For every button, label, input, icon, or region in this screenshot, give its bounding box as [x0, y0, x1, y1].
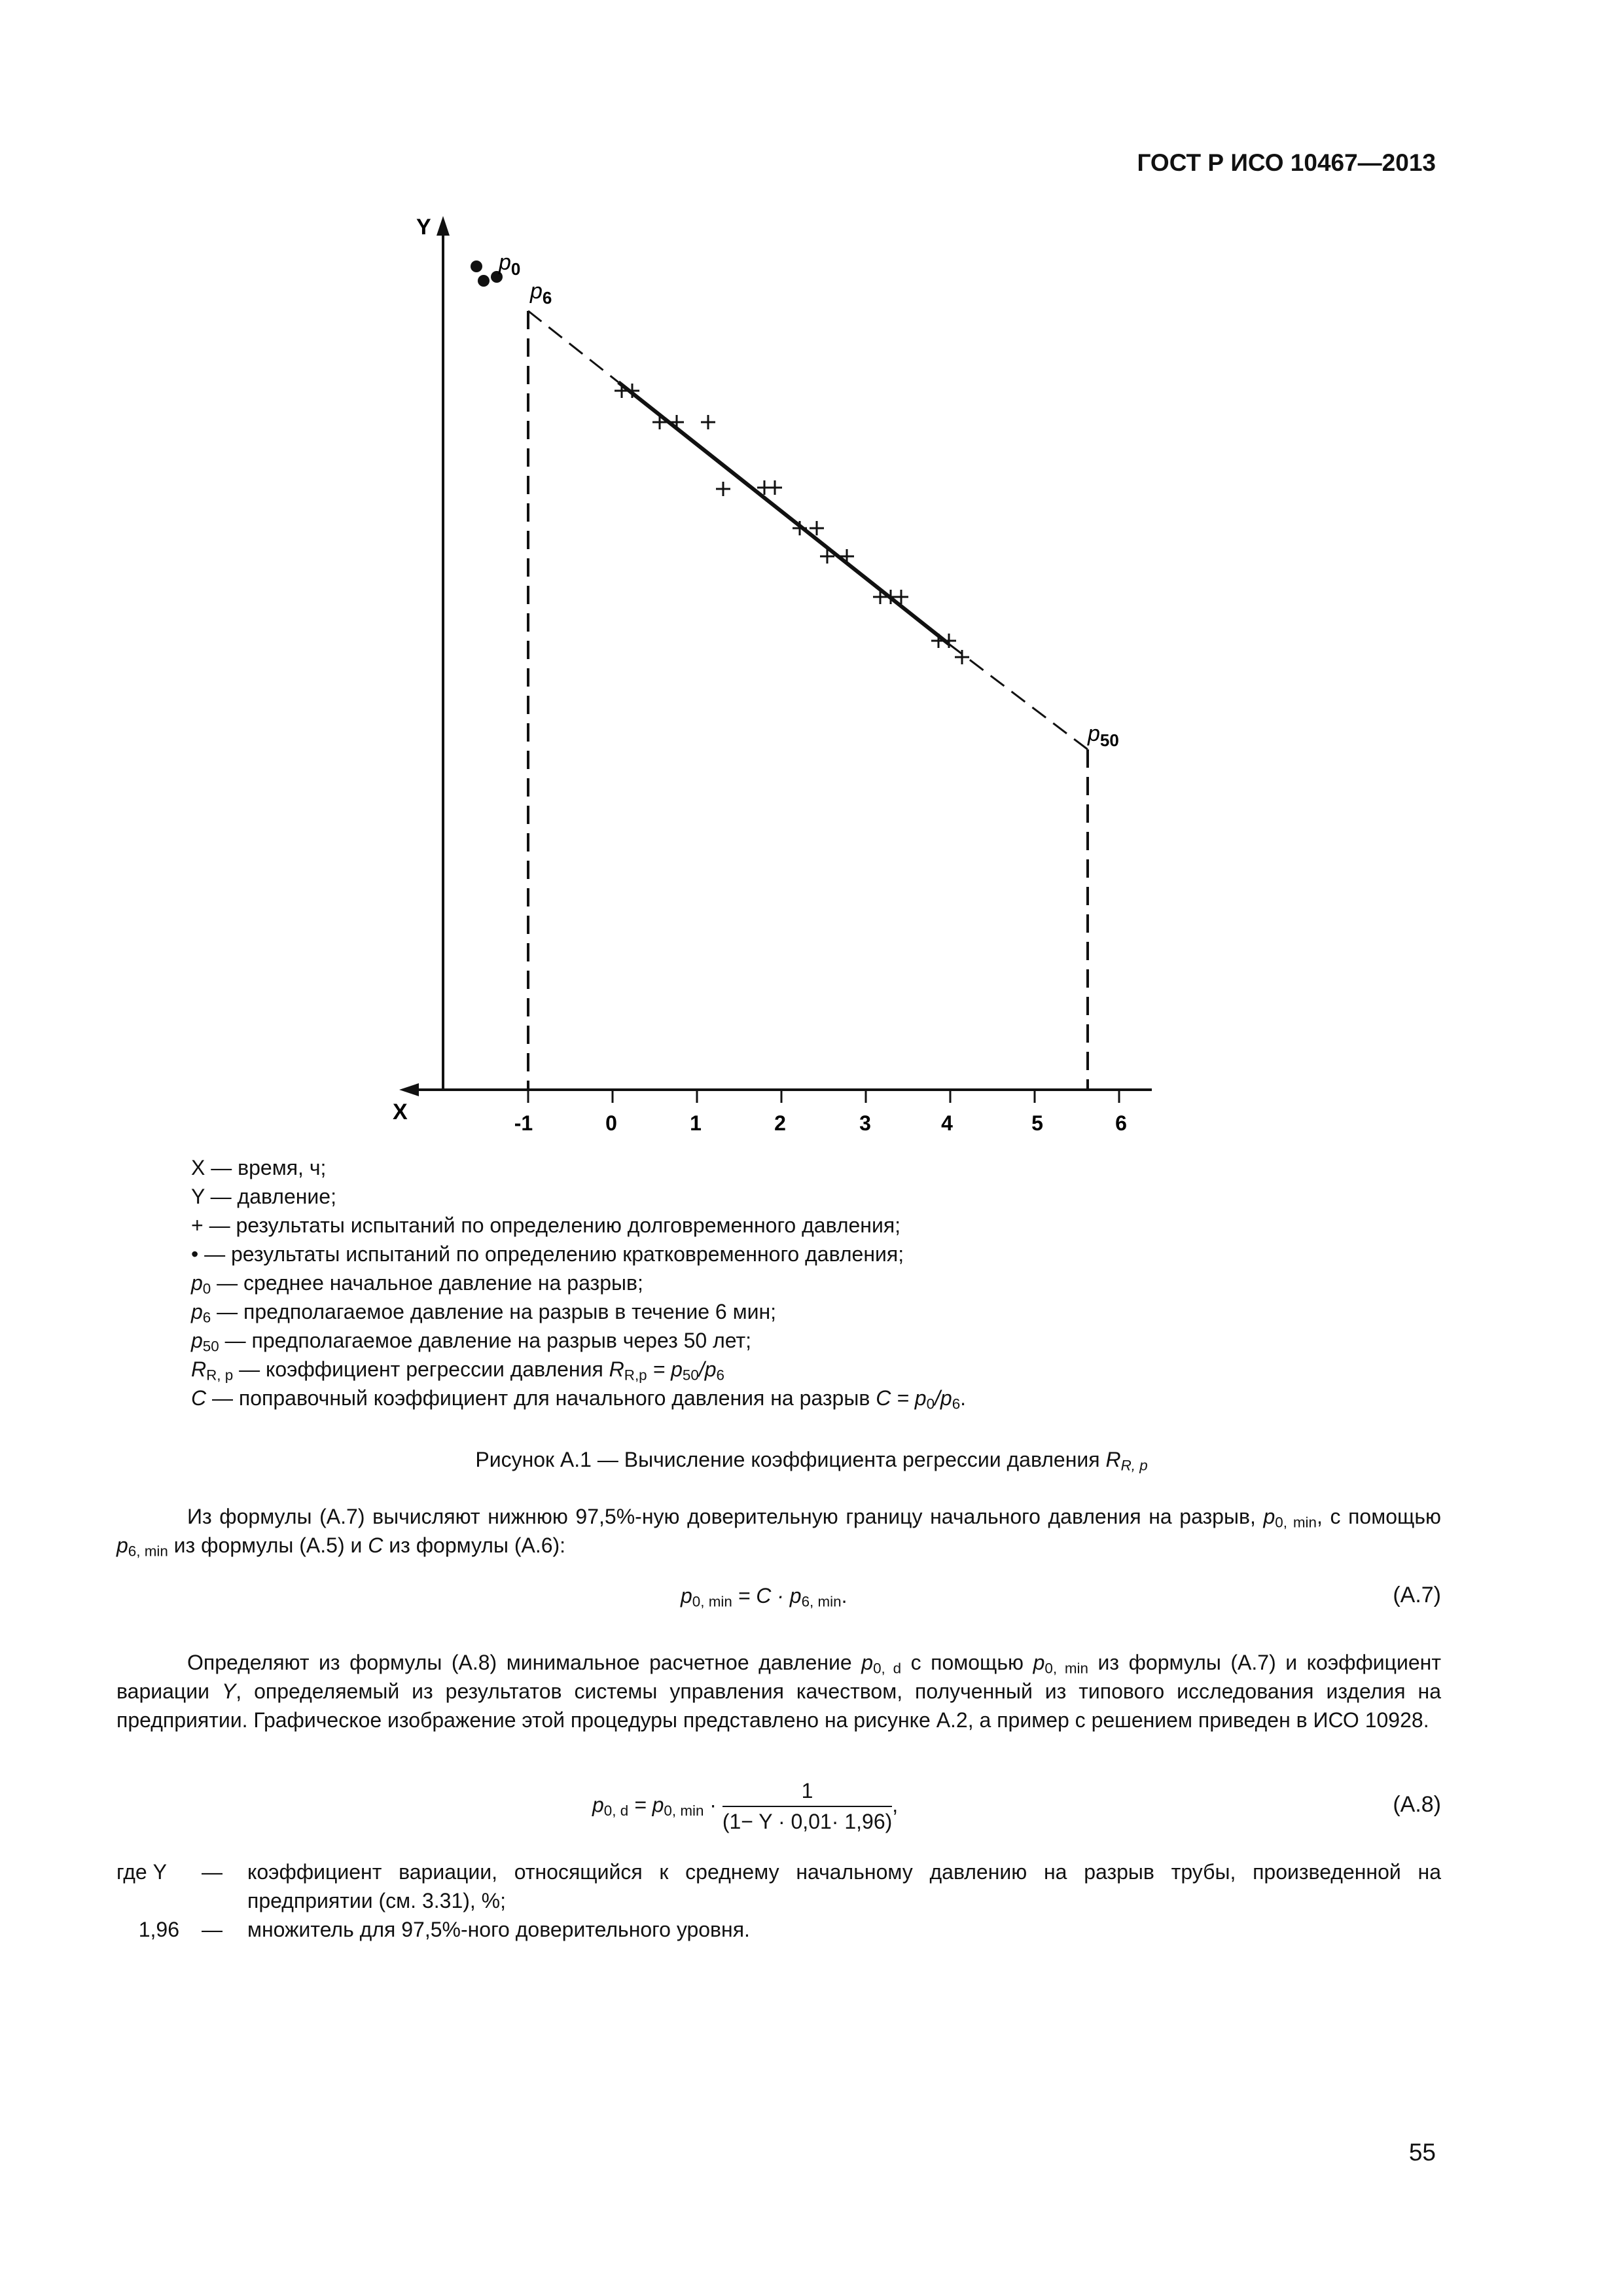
long-term-point [701, 415, 715, 429]
label-p50: $p_{50}$ [1088, 721, 1119, 750]
formula-a8-number: (A.8) [1393, 1792, 1441, 1817]
long-term-point [955, 650, 969, 664]
formula-a7: $p_{0, min} = C \cdot p_{6, min}$. [681, 1584, 847, 1610]
where-block [116, 1857, 1441, 1944]
tick-label: 5 [1031, 1111, 1043, 1135]
legend-c: C — поправочный коэффициент для начального давления на разрыв $C = p_0/p_6$. [191, 1386, 967, 1412]
long-term-point [768, 480, 782, 495]
legend-p6: $p_6$ — предполагаемое давление на разрыв в течение 6 мин; [191, 1300, 776, 1326]
legend-x: X — время, ч; [191, 1156, 327, 1179]
legend-plus: + — результаты испытаний по определению долговременного давления; [191, 1213, 901, 1237]
tick-label: 4 [941, 1111, 953, 1135]
legend-y: Y — давление; [191, 1185, 336, 1208]
regression-extension-right [949, 644, 1088, 749]
long-term-point [942, 634, 956, 648]
long-term-point [669, 415, 684, 429]
long-term-points [615, 384, 969, 664]
short-term-points [471, 260, 503, 287]
formula-a8-fraction: $\frac{1}{(1- Y \cdot 0,01\cdot 1,96)}$ [722, 1779, 893, 1833]
where-row-y: где Y — коэффициент вариации, относящийся к среднему начальному давлению на разрыв трубы, произведенной на предприятии (см. 3.31), %; [116, 1860, 1441, 1912]
tick-label: -1 [514, 1111, 533, 1135]
legend-rr: $R_{R, p}$ — коэффициент регрессии давления $R_{R,p} = p_{50}/p_6$ [191, 1357, 724, 1384]
x-ticks [528, 1090, 1119, 1103]
regression-line [618, 382, 949, 644]
x-axis-arrow [399, 1083, 419, 1096]
figure-legend [191, 1153, 966, 1412]
formula-a7-number: (A.7) [1393, 1583, 1441, 1607]
legend-dot: • — результаты испытаний по определению кратковременного давления; [191, 1242, 904, 1266]
tick-label: 0 [605, 1111, 617, 1135]
tick-label: 2 [774, 1111, 786, 1135]
y-axis-arrow [437, 216, 450, 236]
paragraph-a8-intro: Определяют из формулы (А.8) минимальное расчетное давление $p_{0, d}$ с помощью $p_{0, min}$ из формулы (А.7) и коэффициент вариации Y, определяемый из результатов системы управления качеством, полученный из типового исследования изделия на предприятии. Графическое изображение этой процедуры представлено на рисунке А.2, а пример с решением приведен в ИСО 10928. [116, 1651, 1442, 1732]
page-number: 55 [1408, 2139, 1436, 2166]
tick-label: 6 [1115, 1111, 1127, 1135]
legend-p0: $p_0$ — среднее начальное давление на разрыв; [191, 1271, 643, 1297]
legend-p50: $p_{50}$ — предполагаемое давление на разрыв через 50 лет; [191, 1329, 752, 1355]
short-term-point [471, 260, 482, 272]
document-header: ГОСТ Р ИСО 10467—2013 [1137, 149, 1436, 176]
label-p6: $p_6$ [530, 279, 552, 308]
x-tick-labels [514, 1111, 1127, 1135]
long-term-point [716, 482, 730, 496]
label-p0: $p_0$ [499, 250, 521, 279]
short-term-point [478, 275, 490, 287]
x-axis-label: X [393, 1100, 408, 1124]
formula-a8: $p_{0, d} = p_{0, min}$ · $\frac{1}{(1- Y \cdot 0,01\cdot 1,96)}$ , [592, 1779, 899, 1833]
regression-figure [0, 0, 1623, 1139]
y-axis-label: Y [416, 215, 431, 240]
paragraph-a7-intro: Из формулы (А.7) вычисляют нижнюю 97,5%-ную доверительную границу начального давления на разрыв, $p_{0, min}$, с помощью $p_{6, min}$ из формулы (А.5) и C из формулы (А.6): [116, 1505, 1442, 1560]
tick-label: 3 [859, 1111, 871, 1135]
where-row-196: 1,96 — множитель для 97,5%-ного доверительного уровня. [138, 1918, 750, 1941]
regression-extension-left [528, 311, 618, 382]
figure-caption: Рисунок А.1 — Вычисление коэффициента регрессии давления $R_{R, p}$ [475, 1448, 1148, 1474]
tick-label: 1 [690, 1111, 702, 1135]
